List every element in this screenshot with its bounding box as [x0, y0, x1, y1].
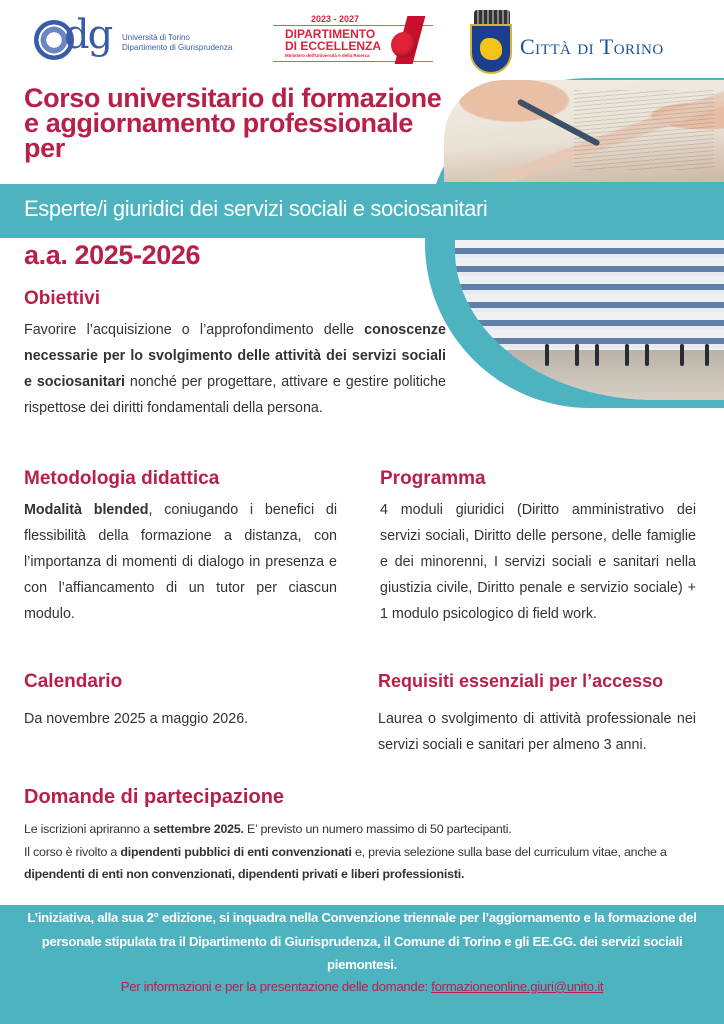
- course-subtitle: Esperte/i giuridici dei servizi sociali e sociosanitari: [24, 196, 488, 221]
- domande-bold-part: dipendenti di enti non convenzionati, dipendenti privati e liberi professionisti.: [24, 867, 465, 881]
- book-text-lines: [574, 90, 714, 170]
- metodologia-bold-part: Modalità blended: [24, 502, 149, 518]
- wax-seal-icon: [391, 32, 417, 58]
- contact-email-link[interactable]: formazioneonline.giuri@unito.it: [431, 979, 604, 994]
- obiettivi-text-part: nonché per progettare, attivare e gestire politiche rispettose dei diritti fondamentali della persona.: [24, 374, 446, 416]
- person-figure: [680, 344, 684, 366]
- campus-building-photo: [455, 240, 724, 400]
- academic-year: a.a. 2025-2026: [24, 240, 201, 270]
- excellence-line2: DI ECCELLENZA: [285, 39, 381, 53]
- obiettivi-text: [24, 317, 446, 421]
- person-figure: [625, 344, 629, 366]
- requisiti-heading: Requisiti essenziali per l’accesso: [378, 671, 664, 691]
- unito-logo-text: [122, 33, 232, 53]
- person-figure: [705, 344, 709, 366]
- torino-logo-text: Città di Torino: [520, 34, 664, 59]
- domande-bold-part: settembre 2025.: [153, 822, 244, 836]
- footer-info-label: Per informazioni e per la presentazione delle domande:: [120, 979, 432, 994]
- unito-logo-line2: Dipartimento di Giurisprudenza: [122, 43, 233, 52]
- excellence-line1: DIPARTIMENTO: [285, 27, 376, 41]
- person-figure: [645, 344, 649, 366]
- obiettivi-heading: Obiettivi: [24, 288, 101, 309]
- obiettivi-bold-part: conoscenze necessarie per lo svolgimento delle attività dei servizi sociali e sociosanitari: [24, 322, 446, 390]
- domande-text-part: Il corso è rivolto a: [24, 844, 121, 859]
- programma-heading: Programma: [380, 468, 486, 489]
- domande-heading: Domande di partecipazione: [24, 786, 285, 808]
- domande-text-part: Le iscrizioni apriranno a: [24, 822, 154, 836]
- footer-info: [10, 979, 714, 994]
- metodologia-heading: Metodologia didattica: [24, 468, 220, 489]
- calendario-heading: Calendario: [24, 671, 123, 692]
- unito-logo-mark: dg: [64, 12, 112, 58]
- unito-logo: [34, 12, 233, 64]
- excellence-line3: Ministero dell'Università e della Ricerca: [285, 53, 370, 58]
- open-book-photo: [444, 80, 724, 182]
- domande-text-part: E’ previsto un numero massimo di 50 partecipanti.: [243, 822, 512, 836]
- unito-logo-line1: Università di Torino: [122, 33, 190, 42]
- calendario-text: Da novembre 2025 a maggio 2026.: [24, 711, 249, 727]
- metodologia-text-part: , coniugando i benefici di flessibilità della formazione a distanza, con l’importanza di momenti di dialogo in presenza e con l’affiancamento di un tutor per ciascun modulo.: [24, 502, 337, 622]
- domande-line-2: [24, 841, 700, 886]
- course-title: Corso universitario di formazione e aggiornamento professionale per: [24, 83, 442, 163]
- domande-text: [24, 818, 700, 886]
- domande-line-1: [24, 818, 700, 841]
- citta-di-torino-logo: [470, 8, 710, 74]
- person-figure: [595, 344, 599, 366]
- bull-icon: [480, 38, 502, 60]
- programma-text: 4 moduli giuridici (Diritto amministrativo dei servizi sociali, Diritto delle persone, delle famiglie e dei minorenni, I servizi sociali e sanitari nella giustizia civile, Diritto penale e servizio sociale) + 1 modulo psicologico di field work.: [380, 502, 696, 622]
- dipartimento-eccellenza-logo: [273, 14, 443, 66]
- footer-text: L’iniziativa, alla sua 2° edizione, si inquadra nella Convenzione triennale per l’aggiornamento e la formazione del personale stipulata tra il Dipartimento di Giurisprudenza, il Comune di Torino e gli EE.GG. dei servizi sociali piemontesi.: [27, 910, 697, 972]
- requisiti-text: Laurea o svolgimento di attività professionale nei servizi sociali e sanitari per almeno 3 anni.: [378, 711, 696, 753]
- person-figure: [545, 344, 549, 366]
- metodologia-text: [24, 497, 337, 627]
- excellence-years: 2023 - 2027: [311, 14, 360, 24]
- obiettivi-text-part: Favorire l’acquisizione o l’approfondimento delle: [24, 322, 365, 338]
- crown-icon: [474, 10, 510, 24]
- building-facade: [455, 240, 724, 350]
- domande-text-part: e, previa selezione sulla base del curriculum vitae, anche a: [351, 844, 667, 859]
- person-figure: [575, 344, 579, 366]
- domande-bold-part: dipendenti pubblici di enti convenzionati: [120, 844, 352, 859]
